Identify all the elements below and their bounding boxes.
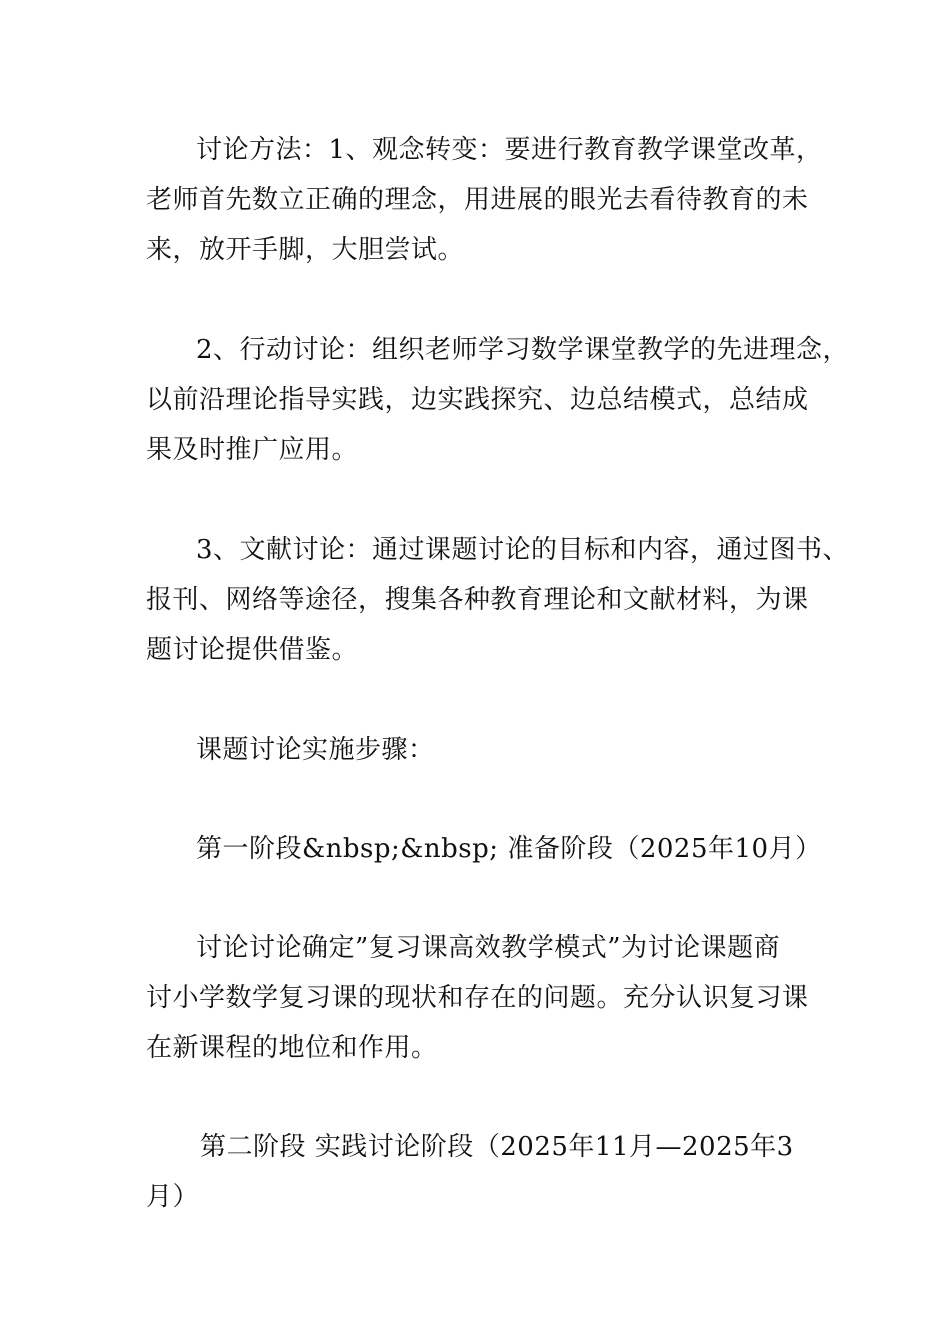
paragraph-4-line-1: 课题讨论实施步骤： (196, 735, 435, 765)
paragraph-5-line-1: 第一阶段&nbsp;&nbsp; 准备阶段（2025年10月） (196, 834, 822, 864)
paragraph-3-line-1: 3、文献讨论：通过课题讨论的目标和内容，通过图书、 (196, 535, 850, 565)
paragraph-3-line-3: 题讨论提供借鉴。 (146, 635, 359, 665)
paragraph-2-line-2: 以前沿理论指导实践，边实践探究、边总结模式，总结成 (146, 385, 809, 415)
paragraph-1-line-2: 老师首先数立正确的理念，用进展的眼光去看待教育的未 (146, 185, 809, 215)
paragraph-6-line-2: 讨小学数学复习课的现状和存在的问题。充分认识复习课 (146, 983, 809, 1013)
paragraph-3-line-2: 报刊、网络等途径，搜集各种教育理论和文献材料，为课 (146, 585, 809, 615)
paragraph-1-line-1: 讨论方法：1、观念转变：要进行教育教学课堂改革， (196, 135, 823, 165)
paragraph-6-line-1: 讨论讨论确定”复习课高效教学模式”为讨论课题商 (196, 933, 781, 963)
paragraph-6-line-3: 在新课程的地位和作用。 (146, 1033, 438, 1063)
paragraph-1-line-3: 来，放开手脚，大胆尝试。 (146, 235, 465, 265)
paragraph-7-line-1: 第二阶段 实践讨论阶段（2025年11月—2025年3 (200, 1132, 794, 1162)
paragraph-2-line-1: 2、行动讨论：组织老师学习数学课堂教学的先进理念， (196, 335, 850, 365)
paragraph-7-line-2: 月） (146, 1182, 200, 1212)
paragraph-2-line-3: 果及时推广应用。 (146, 435, 359, 465)
